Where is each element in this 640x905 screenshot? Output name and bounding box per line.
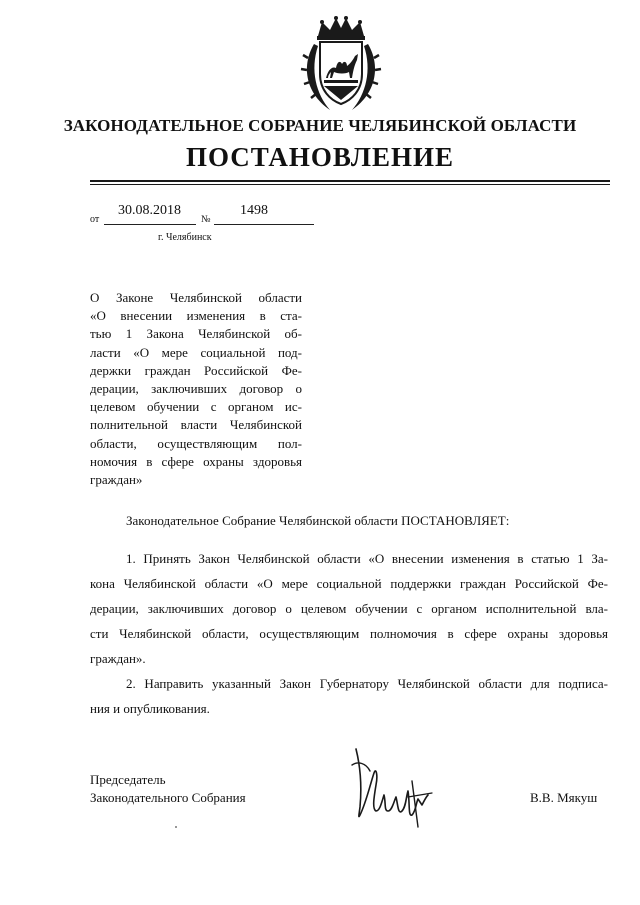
subject-line: области, осуществляющим пол- (90, 435, 302, 451)
resolution-statement: Законодательное Собрание Челябинской области ПОСТАНОВЛЯЕТ: (126, 513, 510, 528)
subject-line: целевом обучении с органом ис- (90, 399, 302, 415)
header-rule-thick (90, 180, 610, 182)
city-label: г. Челябинск (158, 232, 212, 243)
subject-line: тью 1 Закона Челябинской об- (90, 326, 302, 342)
item1-line: дерации, заключивших договор о целевом обучении с органом исполнительной вла- (90, 601, 608, 616)
subject-line: держки граждан Российской Фе- (90, 362, 302, 378)
item1-line: кона Челябинской области «О мере социальной поддержки граждан Российской Фе- (90, 576, 608, 591)
subject-line: номочия в сфере охраны здоровья (90, 453, 302, 469)
item2-line: 2. Направить указанный Закон Губернатору Челябинской области для подписа- (126, 676, 608, 691)
handwritten-signature (348, 745, 440, 829)
subject-line: полнительной власти Челябинской (90, 417, 302, 433)
signatory-title (90, 771, 246, 807)
number-label: № (201, 214, 211, 225)
coat-of-arms-emblem (300, 14, 382, 114)
signatory-name: В.В. Мякуш (530, 790, 598, 805)
document-type-title: ПОСТАНОВЛЕНИЕ (185, 142, 455, 172)
item1-line: 1. Принять Закон Челябинской области «О внесении изменения в статью 1 За- (126, 551, 608, 566)
signatory-title-line2: Законодательного Собрания (90, 790, 246, 805)
item2-line: ния и опубликования. (90, 701, 210, 716)
organization-name: ЗАКОНОДАТЕЛЬНОЕ СОБРАНИЕ ЧЕЛЯБИНСКОЙ ОБЛАСТИ (63, 116, 577, 135)
date-from-label: от (90, 214, 100, 225)
subject-line: дерации, заключивших договор о (90, 381, 302, 397)
item1-line: сти Челябинской области, осуществляющим полномочия в сфере охраны здоровья (90, 626, 608, 641)
header-rule-thin (90, 184, 610, 185)
date-underline (104, 224, 196, 225)
number-underline (214, 224, 314, 225)
subject-line: ласти «О мере социальной под- (90, 344, 302, 360)
signatory-title-line1: Председатель (90, 772, 166, 787)
item1-line: граждан». (90, 651, 146, 666)
scan-speck (175, 826, 177, 828)
subject-line: О Законе Челябинской области (90, 290, 302, 305)
document-number: 1498 (240, 203, 268, 218)
subject-line: «О внесении изменения в ста- (90, 308, 302, 324)
subject-line: граждан» (90, 472, 143, 488)
document-subject (90, 289, 302, 489)
document-date: 30.08.2018 (118, 203, 181, 218)
